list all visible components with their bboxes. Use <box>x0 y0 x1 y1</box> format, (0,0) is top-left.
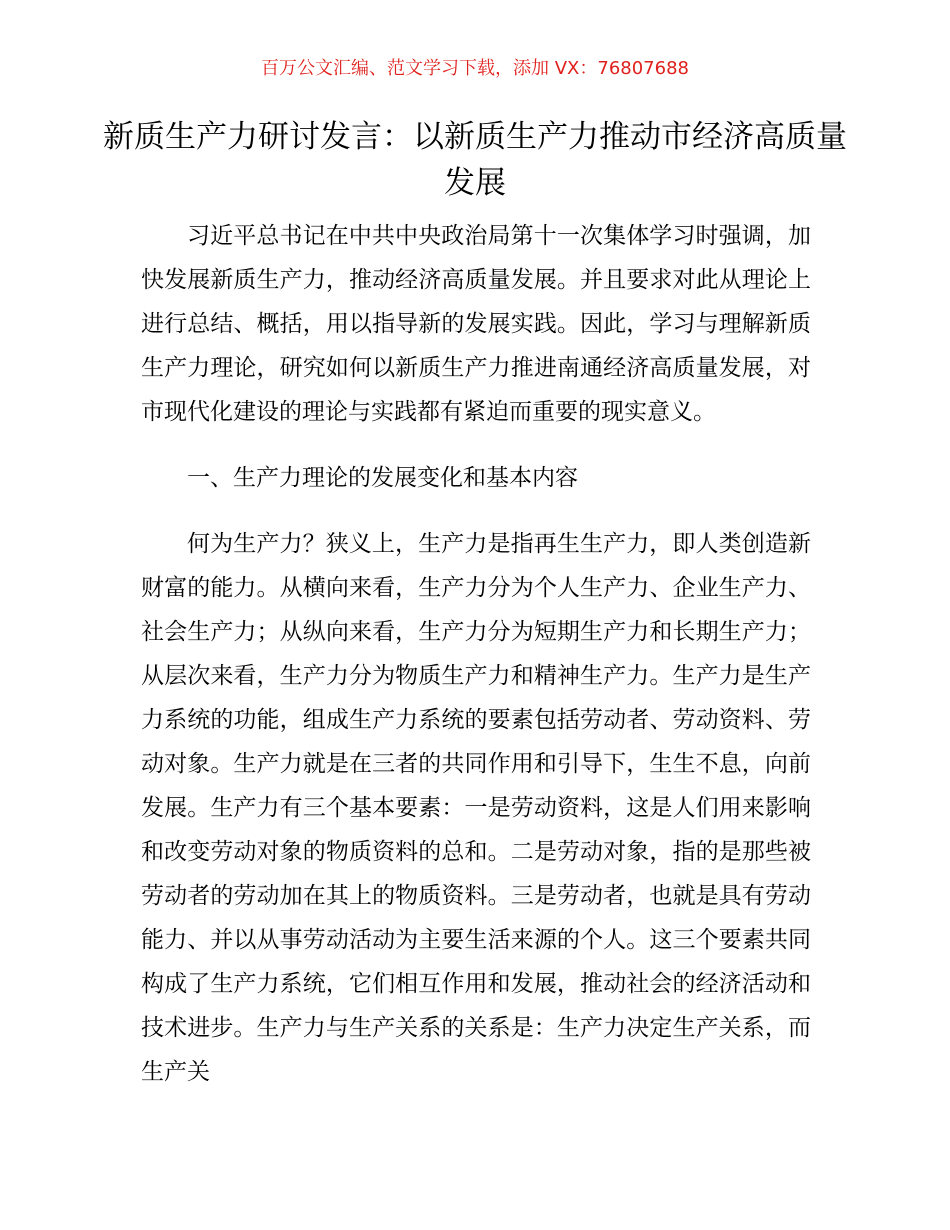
watermark-header: 百万公文汇编、范文学习下载，添加 VX：76807688 <box>261 58 689 79</box>
body-paragraph: 何为生产力？狭义上，生产力是指再生生产力，即人类创造新财富的能力。从横向来看，生产力分为个人生产力、企业生产力、社会生产力；从纵向来看，生产力分为短期生产力和长期生产力；从层次来看，生产力分为物质生产力和精神生产力。生产力是生产力系统的功能，组成生产力系统的要素包括劳动者、劳动资料、劳动对象。生产力就是在三者的共同作用和引导下，生生不息，向前发展。生产力有三个基本要素：一是劳动资料，这是人们用来影响和改变劳动对象的物质资料的总和。二是劳动对象，指的是那些被劳动者的劳动加在其上的物质资料。三是劳动者，也就是具有劳动能力、并以从事劳动活动为主要生活来源的个人。这三个要素共同构成了生产力系统，它们相互作用和发展，推动社会的经济活动和技术进步。生产力与生产关系的关系是：生产力决定生产关系，而生产关 <box>141 531 811 1085</box>
section-heading: 一、生产力理论的发展变化和基本内容 <box>187 465 578 491</box>
document-body <box>141 214 811 1094</box>
intro-paragraph: 习近平总书记在中共中央政治局第十一次集体学习时强调，加快发展新质生产力，推动经济高质量发展。并且要求对此从理论上进行总结、概括，用以指导新的发展实践。因此，学习与理解新质生产力理论，研究如何以新质生产力推进南通经济高质量发展，对市现代化建设的理论与实践都有紧迫而重要的现实意义。 <box>141 223 811 425</box>
document-title: 新质生产力研讨发言：以新质生产力推动市经济高质量发展 <box>103 119 847 201</box>
